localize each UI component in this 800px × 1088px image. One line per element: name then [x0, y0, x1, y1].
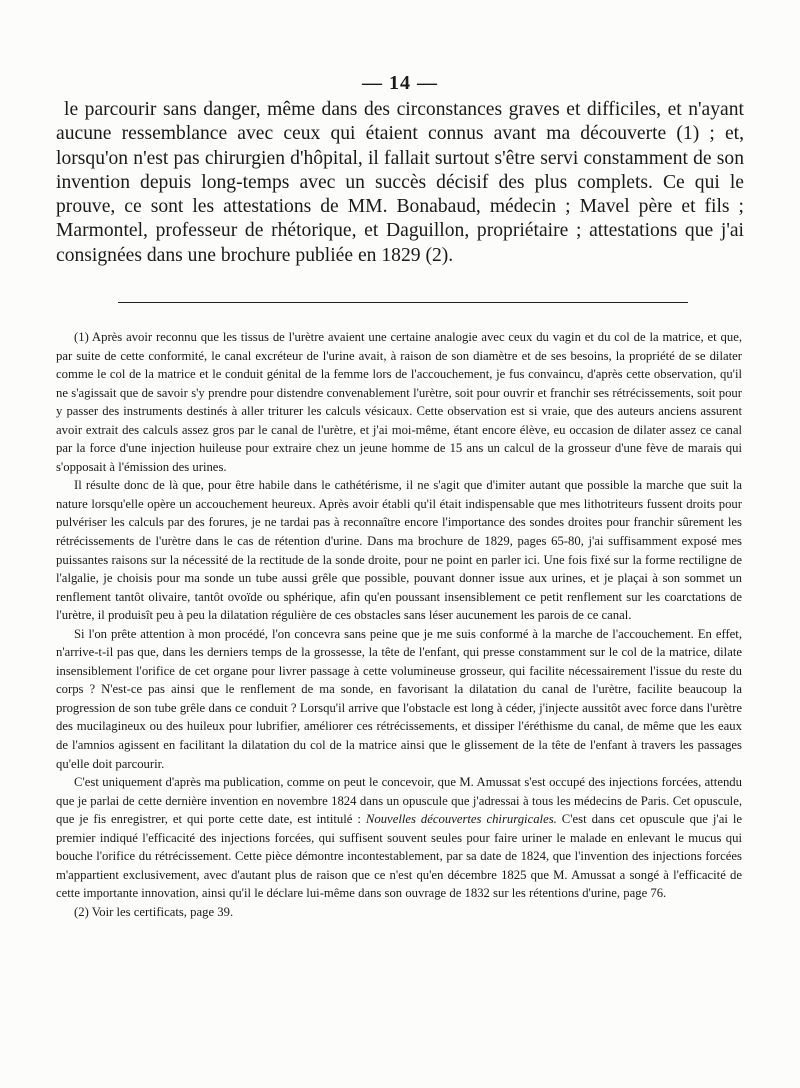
footnotes-section — [56, 328, 742, 922]
footnote-1-paragraph-4 — [56, 773, 742, 903]
footnote-1-paragraph-2: Il résulte donc de là que, pour être habile dans le cathétérisme, il ne s'agit que d'imiter autant que possible la marche que suit la nature lorsqu'elle opère un accouchement heureux. Après avoir établi qu'il était indispensable que mes lithotriteurs fussent droits pour pulvériser les calculs par des forures, je ne tardai pas à reconnaître encore l'importance des sondes droites pour franchir sûrement les rétrécissements de l'urètre dans le cas de rétention d'urine. Dans ma brochure de 1829, pages 65-80, j'ai suffisamment exposé mes puissantes raisons sur la nécessité de la rectitude de la sonde droite, pour ne point en parler ici. Une fois fixé sur la forme rectiligne de l'algalie, je choisis pour ma sonde un tube aussi grêle que possible, pouvant donner issue aux urines, et je plaçai à son sommet un renflement tantôt olivaire, tantôt ovoïde ou sphérique, afin qu'en poussant insensiblement ce petit renflement sur les coarctations de l'urètre, il produisît peu à peu la dilatation régulière de ces obstacles sans léser aucunement les parois de ce canal. — [56, 478, 742, 623]
main-body-text: le parcourir sans danger, même dans des circonstances graves et difficiles, et n'ayant aucune ressemblance avec ceux qui étaient connus avant ma découverte (1) ; et, lorsqu'on n'est pas chirurgien d'hôpital, il fallait surtout s'être servi constamment de son invention depuis long-temps avec un succès décisif des plus complets. Ce qui le prouve, ce sont les attestations de MM. Bonabaud, médecin ; Mavel père et fils ; Marmontel, professeur de rhétorique, et Daguillon, propriétaire ; attestations que j'ai consignées dans une brochure publiée en 1829 (2). — [56, 99, 744, 266]
book-title: Nouvelles découvertes chirurgicales. — [365, 812, 557, 827]
footnote-separator-rule — [118, 302, 688, 303]
footnote-1-paragraph-4-tail: C'est dans cet opuscule que j'ai le premier indiqué l'efficacité des injections forcées, qui suffisent souvent seules pour faire uriner le malade en enlevant le mucus qui bouche l'orifice du rétrécissement. Cette pièce démontre incontestablement, par sa date de 1824, que l'invention des injections forcées m'appartient exclusivement, avec d'autant plus de raison que ce n'est qu'en décembre 1825 que M. Amussat a songé à l'efficacité de cette importante innovation, ainsi qu'il le déclare lui-même dans son ouvrage de 1832 sur les rétentions d'urine, page 76. — [56, 812, 742, 901]
footnote-2: (2) Voir les certificats, page 39. — [74, 904, 234, 919]
page-number: — 14 — — [362, 72, 438, 94]
footnote-1-paragraph-1: (1) Après avoir reconnu que les tissus de l'urètre avaient une certaine analogie avec ceux du vagin et du col de la matrice, et que, par suite de cette conformité, le canal excréteur de l'urine avait, à raison de son diamètre et de ses besoins, la propriété de se dilater comme le col de la matrice et le conduit génital de la femme lors de l'accouchement, je fus convaincu, d'après cette observation, qu'il ne s'agissait que de savoir s'y prendre pour distendre convenablement l'urètre, soit pour ouvrir et franchir ses rétrécissements, soit pour y passer des instruments destinés à aller triturer les calculs vésicaux. Cette observation est si vraie, que des auteurs anciens assurent avoir extrait des calculs assez gros par le canal de l'urètre, et j'ai moi-même, étant encore élève, eu occasion de dilater assez ce canal par la force d'une injection huileuse pour extraire chez un jeune homme de 15 ans un calcul de la grosseur d'une fève de marais qui s'opposait à l'émission des urines. — [56, 330, 742, 474]
footnote-1-paragraph-4-lead: C'est uniquement d'après ma publication, comme on peut le concevoir, que M. Amussat s'est occupé des injections forcées, attendu que je parlai de cette dernière invention en novembre 1824 dans un opuscule que j'adressai à tous les médecins de Paris. Cet opuscule, que je fis enregistrer, et qui porte cette date, est intitulé : — [56, 775, 742, 827]
footnote-1-paragraph-3: Si l'on prête attention à mon procédé, l'on concevra sans peine que je me suis conformé à la marche de l'accouchement. En effet, n'arrive-t-il pas que, dans les derniers temps de la grossesse, la tête de l'enfant, qui presse constamment sur le col de la matrice, dilate insensiblement l'orifice de cet organe pour livrer passage à cette volumineuse grosseur, qui facilite nécessairement l'issue du reste du corps ? N'est-ce pas ainsi que le renflement de ma sonde, en favorisant la dilatation du canal de l'urètre, facilite beaucoup la progression de son tube grêle dans ce conduit ? Lorsqu'il arrive que l'obstacle est long à céder, j'injecte aussitôt avec force dans l'urètre des mucilagineux ou des huileux pour lubrifier, améliorer ces rétrécissements, et dissiper l'éréthisme du canal, de même que les eaux de l'amnios agissent en facilitant la dilatation du col de la matrice ainsi que le glissement de la tête de l'enfant à travers les passages qu'elle doit parcourir. — [56, 626, 742, 771]
